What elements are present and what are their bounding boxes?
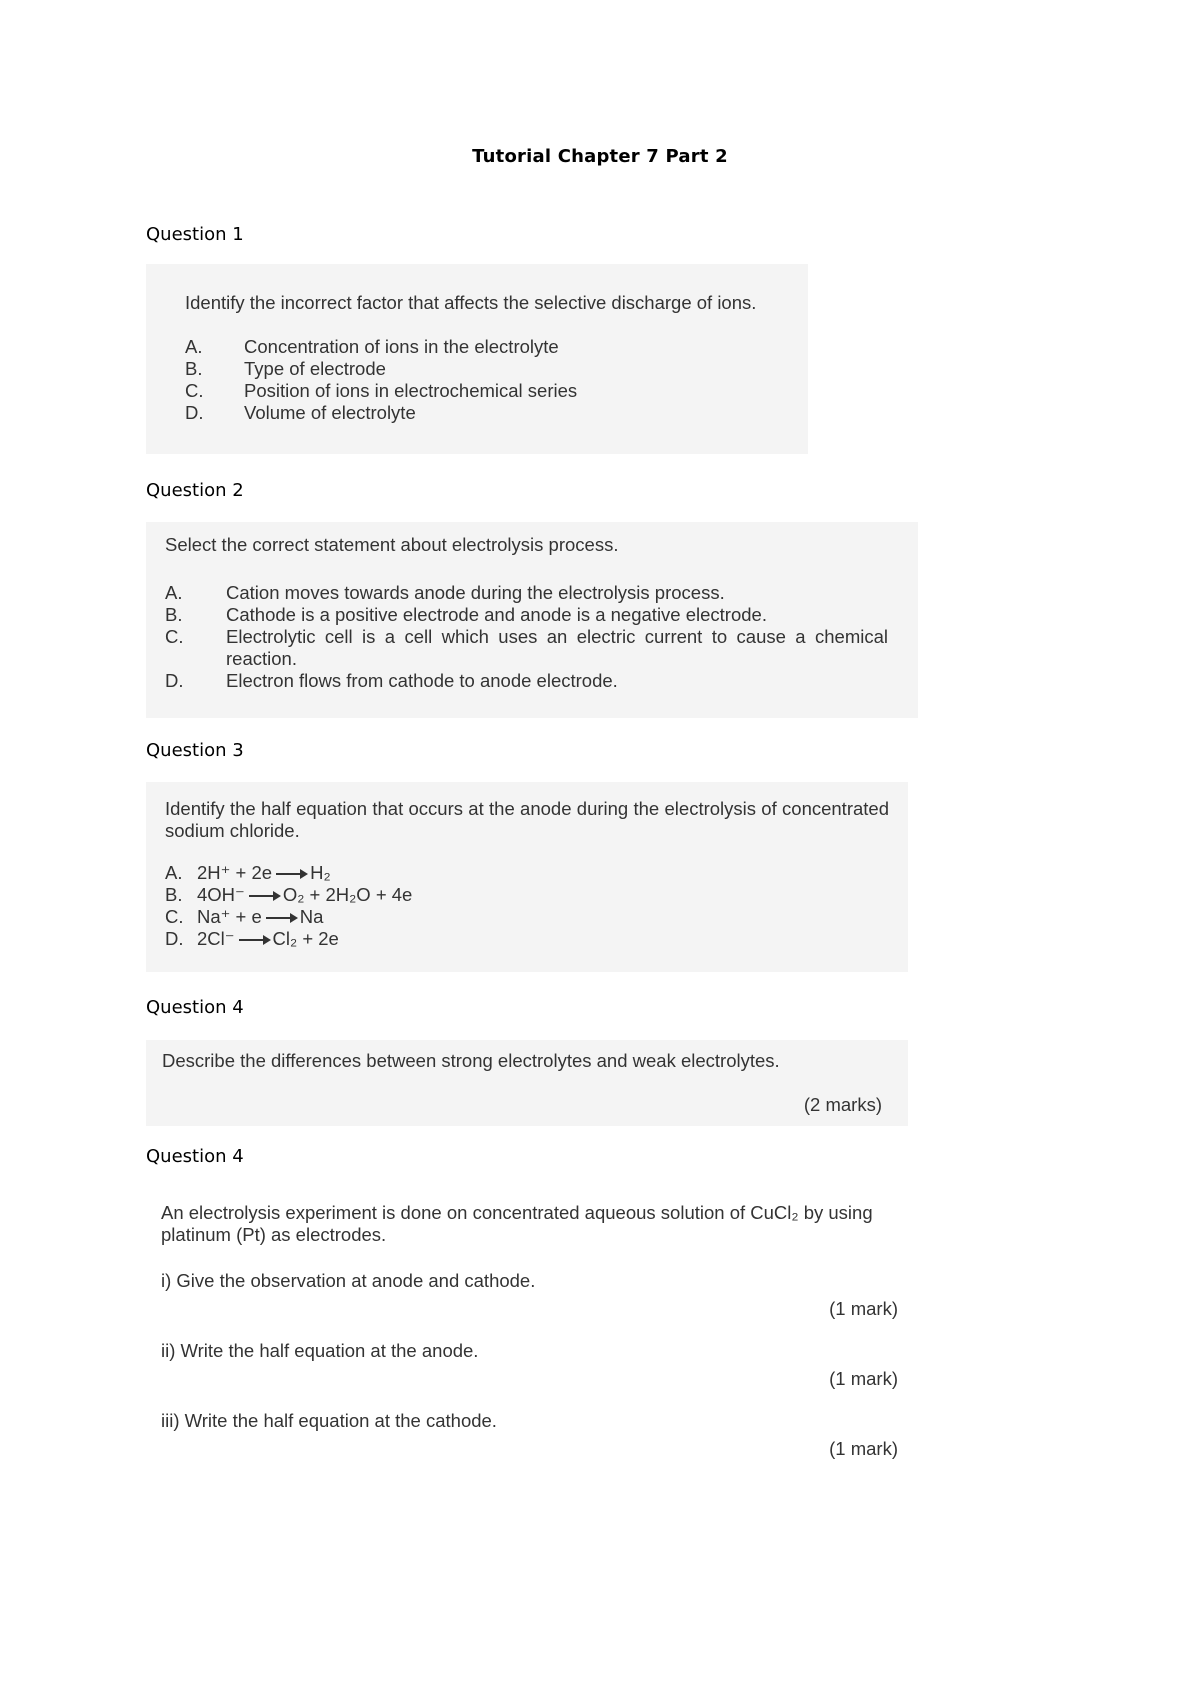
question-4-heading: Question 4 [146,997,244,1018]
question-3-heading: Question 3 [146,740,244,761]
question-stem: Describe the differences between strong electrolytes and weak electrolytes. [162,1050,780,1071]
option-letter: D. [185,402,204,423]
equation-rhs: O₂ + 2H₂O + 4e [282,884,413,905]
question-stem: Select the correct statement about electrolysis process. [165,534,619,555]
question-1-heading: Question 1 [146,224,244,245]
option-text: Cathode is a positive electrode and anode is a negative electrode. [226,604,767,625]
option-letter: C. [165,906,184,927]
equation-rhs: Cl₂ + 2e [272,928,339,949]
marks-label: (2 marks) [803,1094,882,1115]
page-title: Tutorial Chapter 7 Part 2 [472,146,728,167]
option-letter: A. [185,336,203,357]
equation-rhs: H₂ [310,862,331,883]
reaction-arrow-icon [239,939,269,941]
option-text: Electron flows from cathode to anode electrode. [226,670,618,691]
question-4-box [146,1040,908,1126]
part-i-text: i) Give the observation at anode and cathode. [161,1270,536,1291]
option-text: Concentration of ions in the electrolyte [244,336,559,357]
option-letter: C. [185,380,204,401]
question-3-box [146,782,908,972]
reaction-arrow-icon [276,873,306,875]
equation-lhs: 2H⁺ + 2e [197,862,273,883]
question-5-box [146,1190,908,1470]
option-text: Position of ions in electrochemical series [244,380,578,401]
reaction-arrow-icon [249,895,279,897]
part-iii-text: iii) Write the half equation at the cathode. [161,1410,497,1431]
option-letter: A. [165,862,183,883]
option-letter: A. [165,582,183,603]
option-letter: D. [165,928,184,949]
part-i-marks: (1 mark) [829,1298,898,1319]
part-ii-marks: (1 mark) [829,1368,898,1389]
question-stem: Identify the half equation that occurs at the anode during the electrolysis of concentrated sodium chloride. [165,798,889,841]
option-text: Electrolytic cell is a cell which uses an electric current to cause a chemical reaction. [226,626,888,669]
question-2-box [146,522,918,718]
question-stem: Identify the incorrect factor that affects the selective discharge of ions. [185,292,757,313]
option-letter: B. [165,604,183,625]
option-text: Cation moves towards anode during the electrolysis process. [226,582,725,603]
reaction-arrow-icon [266,917,296,919]
option-text: Volume of electrolyte [244,402,416,423]
equation-lhs: 4OH⁻ [197,884,245,905]
equation-rhs: Na [299,906,324,927]
option-text: Type of electrode [244,358,386,379]
part-ii-text: ii) Write the half equation at the anode. [161,1340,479,1361]
option-letter: C. [165,626,184,647]
part-iii-marks: (1 mark) [829,1438,898,1459]
question-stem: An electrolysis experiment is done on concentrated aqueous solution of CuCl₂ by using platinum (Pt) as electrodes. [161,1202,873,1245]
option-letter: B. [185,358,203,379]
question-2-heading: Question 2 [146,480,244,501]
option-letter: D. [165,670,184,691]
question-5-heading: Question 4 [146,1146,244,1167]
equation-lhs: Na⁺ + e [197,906,262,927]
equation-lhs: 2Cl⁻ [197,928,235,949]
question-1-box [146,264,808,454]
option-letter: B. [165,884,183,905]
